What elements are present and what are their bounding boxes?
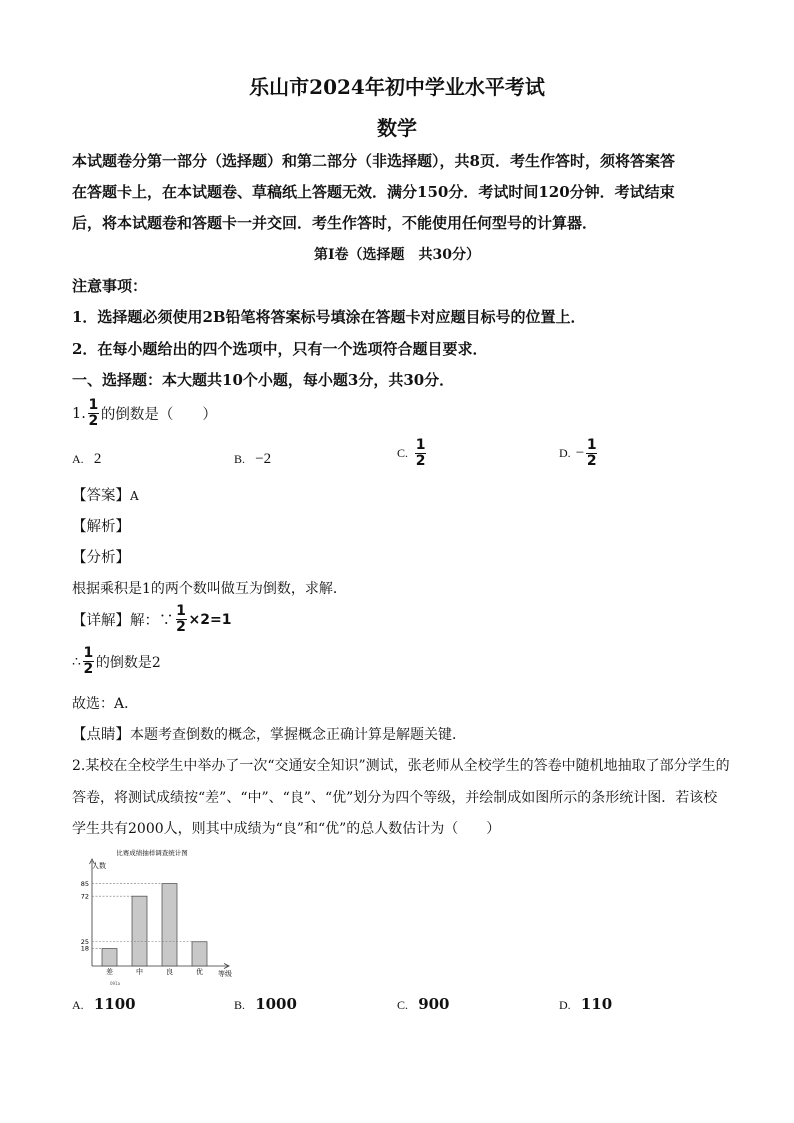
q1-option-b: B. −2 — [234, 451, 272, 467]
fraction-one-half: $\frac{1}{2}$ — [176, 603, 186, 635]
chart-bar — [192, 942, 207, 966]
fenxi-label: 【分析】 — [72, 550, 130, 566]
dianjing-line — [72, 723, 466, 744]
chart-x-tick-label: 差 — [106, 968, 113, 976]
chart-bar — [132, 896, 147, 966]
chart-title: 比赛成绩抽样调查统计图 — [116, 849, 188, 857]
detail-label: 【详解】 — [72, 613, 130, 629]
chart-ylabel: 人数 — [92, 862, 106, 870]
section-heading: 一、选择题：本大题共10个小题，每小题3分，共30分． — [72, 371, 455, 389]
notes-heading: 注意事项： — [72, 277, 148, 295]
chart-footnote: 091a — [110, 981, 121, 986]
chart-y-tick-label: 25 — [80, 937, 89, 946]
subject-title: 数学 — [377, 116, 417, 140]
answer-value: A — [130, 489, 139, 503]
question-1-stem — [72, 398, 217, 429]
question-1-number: 1. — [72, 405, 86, 422]
part-title: 第Ⅰ卷（选择题 共30分） — [313, 247, 481, 263]
therefore-text: 的倒数是2 — [95, 654, 161, 671]
intro-line-3: 后，将本试题卷和答题卡一并交回．考生作答时，不能使用任何型号的计算器． — [72, 214, 598, 232]
question-2-line-2: 答卷，将测试成绩按“差”、“中”、“良”、“优”划分为四个等级，并绘制成如图所示的条形统计图．若该校 — [72, 790, 718, 806]
fraction-one-half: $\frac{1}{2}$ — [415, 437, 426, 469]
fraction-one-half: $\frac{1}{2}$ — [83, 645, 94, 677]
chart-y-tick-label: 72 — [80, 892, 89, 901]
chart-x-tick-label: 中 — [136, 968, 143, 976]
fenxi-text: 根据乘积是1的两个数叫做互为倒数，求解． — [72, 581, 347, 597]
therefore-line — [72, 646, 161, 677]
intro-line-1: 本试题卷分第一部分（选择题）和第二部分（非选择题），共8页．考生作答时，须将答案答 — [72, 152, 675, 170]
q2-option-a: A. 1100 — [72, 995, 136, 1013]
chart-bar — [162, 884, 177, 966]
chart-y-tick-label: 85 — [80, 879, 89, 888]
dianjing-label: 【点睛】 — [72, 727, 130, 743]
choose-line: 故选：A． — [72, 696, 139, 712]
q2-option-d: D. 110 — [559, 995, 613, 1013]
detail-prefix: 解：∵ — [130, 613, 174, 629]
chart-xlabel: 等级 — [218, 970, 232, 978]
chart-x-tick-label: 优 — [196, 968, 203, 976]
q2-option-c: C. 900 — [397, 995, 450, 1013]
q2-option-b: B. 1000 — [234, 995, 297, 1013]
question-2-line-1: 2.某校在全校学生中举办了一次“交通安全知识”测试，张老师从全校学生的答卷中随机地抽取了部分学生的 — [72, 758, 730, 774]
fraction-one-half: $\frac{1}{2}$ — [88, 397, 99, 429]
q1-option-a: A. 2 — [72, 451, 102, 467]
question-2-line-3: 学生共有2000人，则其中成绩为“良”和“优”的总人数估计为（ ） — [72, 821, 501, 837]
intro-line-2: 在答题卡上，在本试题卷、草稿纸上答题无效．满分150分．考试时间120分钟．考试结束 — [72, 183, 675, 201]
fraction-one-half: $\frac{1}{2}$ — [586, 437, 597, 469]
bar-chart — [70, 842, 250, 987]
answer-label: 【答案】 — [72, 488, 130, 504]
notes-item-2: 2．在每小题给出的四个选项中，只有一个选项符合题目要求． — [72, 340, 488, 358]
exam-title: 乐山市2024年初中学业水平考试 — [249, 75, 545, 99]
analysis-label: 【解析】 — [72, 519, 130, 535]
q1-option-d: D. − $\frac{1}{2}$ — [559, 437, 597, 469]
question-1-text: 的倒数是（ ） — [100, 407, 217, 423]
dianjing-text: 本题考查倒数的概念，掌握概念正确计算是解题关键． — [130, 727, 466, 743]
detail-expression: ×2=1 — [188, 611, 232, 628]
notes-item-1: 1．选择题必须使用2B铅笔将答案标号填涂在答题卡对应题目标号的位置上． — [72, 308, 586, 326]
q1-option-c: C. $\frac{1}{2}$ — [397, 437, 426, 469]
detail-line — [72, 604, 231, 635]
therefore-symbol: ∴ — [72, 653, 81, 670]
chart-bar — [102, 949, 117, 966]
chart-x-tick-label: 良 — [166, 968, 173, 976]
chart-y-tick-label: 18 — [80, 944, 89, 953]
answer-line — [72, 484, 139, 505]
